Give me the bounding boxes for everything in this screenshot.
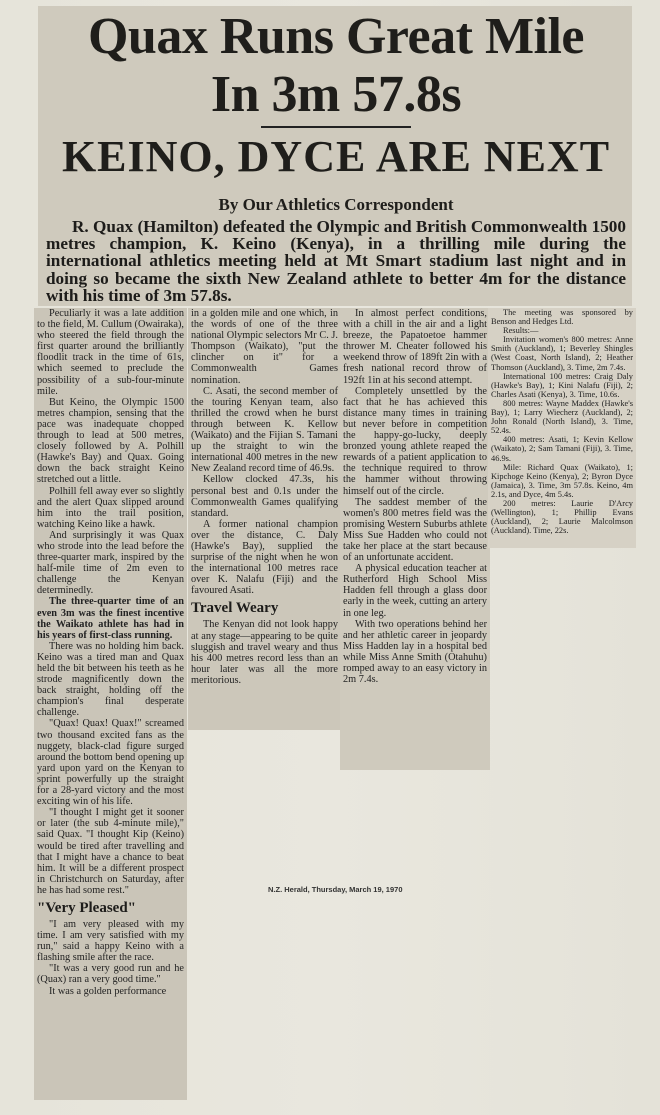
- paragraph: C. Asati, the second member of the touring Kenyan team, also thrilled the crowd when he burst through between K. Kellow (Waikato) and the Fijian S. Tamani up the straight to win the international 400 metres in the new New Zealand record time of 46.9s.: [191, 385, 338, 475]
- bold-paragraph: The three-quarter time of an even 3m was the finest incentive the Waikato athlete has had in his years of first-class running.: [37, 596, 184, 641]
- paragraph: "Quax! Quax! Quax!" screamed two thousand excited fans as the nuggety, black-clad figure surged around the bottom bend opening up yard upon yard on the Kenyan to sprint powerfully up the straight for a 28-yard victory and the most exciting win of his life.: [37, 718, 184, 808]
- headline-block: [40, 8, 632, 180]
- paragraph: Polhill fell away ever so slightly and the alert Quax slipped around him into the trail position, watching Keino like a hawk.: [37, 485, 184, 530]
- paragraph: The saddest member of the women's 800 metres field was the promising Western Suburbs athlete Miss Sue Hadden who could not take her place at the start because of an unfortunate accident.: [343, 496, 487, 564]
- paragraph: A former national champion over the distance, C. Daly (Hawke's Bay), supplied the surprise of the night when he won the international 100 metres race over K. Nalafu (Fiji) and the favoured Asati.: [191, 518, 338, 597]
- paragraph: "I am very pleased with my time. I am very satisfied with my run," said a happy Keino with a flashing smile after the race.: [37, 918, 184, 964]
- paragraph: The Kenyan did not look happy at any stage—appearing to be quite sluggish and travel weary and thus his 400 metres record less than an hour later was all the more meritorious.: [191, 619, 338, 686]
- paragraph: The meeting was sponsored by Benson and Hedges Ltd.: [491, 308, 633, 327]
- result-entry: Invitation women's 800 metres: Anne Smith (Auckland), 1; Beverley Shingles (West Coast, North Island), 2; Heather Thomson (Auckland), 3. Time, 2m 7.4s.: [491, 335, 633, 372]
- paragraph: And surprisingly it was Quax who strode into the lead before the three-quarter mark, inspired by the half-mile time of 2m even to challenge the Kenyan determinedly.: [37, 529, 184, 597]
- subheading-travel-weary: Travel Weary: [191, 600, 279, 617]
- paragraph: Kellow clocked 47.3s, his personal best and 0.1s under the Commonwealth Games qualifying standard.: [191, 474, 338, 519]
- intro-paragraph: [46, 218, 626, 304]
- result-entry: 400 metres: Asati, 1; Kevin Kellow (Waikato), 2; Sam Tamani (Fiji), 3. Time, 46.9s.: [491, 435, 633, 463]
- subheadline: KEINO, DYCE ARE NEXT: [61, 132, 611, 181]
- column-1: [34, 308, 187, 1100]
- byline: By Our Athletics Correspondent: [218, 195, 454, 214]
- paragraph: A physical education teacher at Rutherford High School Miss Hadden fell through a glass door early in the week, cutting an artery in one leg.: [343, 563, 487, 619]
- column-3: [340, 308, 490, 770]
- paragraph: But Keino, the Olympic 1500 metres champion, sensing that the pace was inadequate chopped through to lead at 500 metres, closely followed by A. Polhill (Hawke's Bay) and Quax. Going down the back straight Keino stretched out a little.: [37, 396, 184, 486]
- result-entry: 800 metres: Wayne Maddex (Hawke's Bay), 1; Larry Wiecherz (Auckland), 2; John Ronald (North Island), 3. Time, 52.4s.: [491, 398, 633, 436]
- paragraph: With two operations behind her and her athletic career in jeopardy Miss Hadden lay in a hospital bed while Miss Anne Smith (Otahuhu) romped away to an easy victory in 2m 7.4s.: [343, 618, 487, 686]
- headline-rule: [261, 126, 411, 128]
- paragraph: Completely unsettled by the fact that he has achieved this distance many times in training but never before in competition the happy-go-lucky, deeply bronzed young athlete reaped the rewards of a patient application to the technique required to throw the hammer without throwing himself out of the circle.: [343, 385, 487, 497]
- results-heading: Results:—: [503, 326, 539, 336]
- paragraph: Peculiarly it was a late addition to the field, M. Cullum (Owairaka), who steered the field through the first quarter around the brilliantly floodlit track in the time of 61s, which seemed to preclude the possibility of a sub-four-minute mile.: [37, 308, 184, 397]
- result-entry: Mile: Richard Quax (Waikato), 1; Kipchoge Keino (Kenya), 2; Byron Dyce (Jamaica), 3. Time, 3m 57.8s. Keino, 4m 2.1s, and Dyce, 4m 5.4s.: [491, 462, 633, 499]
- paragraph: "I thought I might get it sooner or later (the sub 4-minute mile)," said Quax. "I thought Kip (Keino) would be tired after travelling and that I might have a chance to beat him. It will be a different prospect in Christchurch on Saturday, after he has had some rest.": [37, 807, 184, 896]
- result-entry: 200 metres: Laurie D'Arcy (Wellington), 1; Phillip Evans (Auckland), 2; Laurie Malcolmson (Auckland). Time, 22s.: [491, 498, 633, 536]
- column-2: [188, 308, 341, 730]
- intro-text: R. Quax (Hamilton) defeated the Olympic and British Commonwealth 1500 metres champion, K. Keino (Kenya), in a thrilling mile during the international athletics meeting held at Mt Smart stadium last night and in doing so became the sixth New Zealand athlete to better 4m for the distance with his time of 3m 57.8s.: [46, 217, 626, 305]
- paragraph: in a golden mile and one which, in the words of one of the three national Olympic selectors Mr C. J. Thompson (Waikato), "put the clincher on it" for a Commonwealth Games nomination.: [191, 308, 338, 386]
- column-4-results: [488, 308, 636, 548]
- headline-line-2: In 3m 57.8s: [210, 66, 462, 123]
- paragraph: "It was a very good run and he (Quax) ran a very good time.": [37, 963, 184, 986]
- paragraph: There was no holding him back. Keino was a tired man and Quax held the bit between his teeth as he strode magnificently down the back straight, holding off the champion's final desperate challenge.: [37, 640, 184, 719]
- result-entry: International 100 metres: Craig Daly (Hawke's Bay), 1; Kini Nalafu (Fiji), 2; Charles Asati (Kenya), 3. Time, 10.6s.: [491, 371, 633, 399]
- newspaper-dateline: N.Z. Herald, Thursday, March 19, 1970: [268, 885, 403, 894]
- paragraph: It was a golden performance: [49, 985, 167, 997]
- headline-line-1: Quax Runs Great Mile: [87, 8, 585, 65]
- paragraph: In almost perfect conditions, with a chill in the air and a light breeze, the Papatoetoe hammer thrower M. Cheater followed his weekend throw of 189ft 2in with a fresh national record throw of 192ft 1in at his second attempt.: [343, 308, 487, 386]
- subheading-very-pleased: "Very Pleased": [37, 899, 137, 916]
